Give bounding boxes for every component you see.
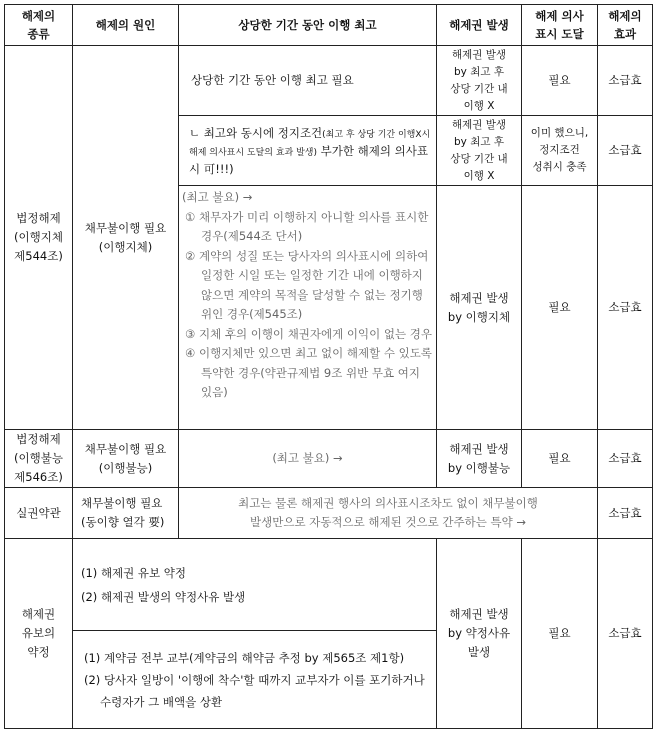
row-reservation-top [5,539,653,631]
notice-conditional-main: ㄴ 최고와 동시에 정지조건 [189,125,323,140]
exception-item: ① 채무자가 미리 이행하지 아니할 의사를 표시한 경우(제544조 단서) [185,209,429,243]
reservation-item: (1) 해제권 유보 약정 [81,565,187,580]
effect-retroactive-6: 소급효 [598,539,653,729]
arise-by-agreement: 해제권 발생 by 약정사유 발생 [437,539,522,729]
header-notice: 상당한 기간 동안 이행 최고 [179,5,437,46]
exception-item: ② 계약의 성질 또는 당사자의 의사표시에 의하여 일정한 시일 또는 일정한 기간 내에 이행하지 않으면 계약의 목적을 달성할 수 없는 정기행위인 경우(제545조) [185,248,429,321]
header-row [5,5,653,46]
cause-delay: 채무불이행 필요 (이행지체) [73,46,179,430]
declare-required-3: 필요 [522,186,598,430]
effect-retroactive-5: 소급효 [598,488,653,539]
forfeiture-description: 최고는 물론 해제권 행사의 의사표시조차도 없이 채무불이행 발생만으로 자동적으로 해제된 것으로 간주하는 특약 → [179,488,598,539]
exception-item: ④ 이행지체만 있으면 최고 없이 해제할 수 있도록 특약한 경우(약관규제법 9조 위반 무효 여지 있음) [185,346,432,399]
notice-not-required-list [179,186,437,430]
effect-retroactive: 소급효 [598,46,653,116]
rescission-table [4,4,653,729]
exception-item: ③ 지체 후의 이행이 채권자에게 이익이 없는 경우 [185,326,432,341]
effect-retroactive-4: 소급효 [598,430,653,488]
notice-not-required-head: (최고 불요) → [182,190,253,204]
arise-after-notice-2: 해제권 발생 by 최고 후 상당 기간 내 이행 X [437,116,522,186]
type-impossibility: 법정해제 (이행불능 제546조) [5,430,73,488]
type-reservation: 해제권 유보의 약정 [5,539,73,729]
row-delay-notice [5,46,653,116]
header-declare: 해제 의사 표시 도달 [522,5,598,46]
header-effect: 해제의 효과 [598,5,653,46]
arise-after-notice: 해제권 발생 by 최고 후 상당 기간 내 이행 X [437,46,522,116]
declare-already-done: 이미 했으니, 정지조건 성취시 충족 [522,116,598,186]
reservation-item: (2) 해제권 발생의 약정사유 발생 [81,589,246,604]
notice-conditional [179,116,437,186]
effect-retroactive-2: 소급효 [598,116,653,186]
notice-required: 상당한 기간 동안 이행 최고 필요 [179,46,437,116]
declare-required-4: 필요 [522,430,598,488]
header-cause: 해제의 원인 [73,5,179,46]
notice-conditional-small: (최고 후 상당 기간 이행X시 해제 의사표시 도달의 효과 발생) [189,129,431,158]
arise-by-impossibility: 해제권 발생 by 이행불능 [437,430,522,488]
cause-forfeiture: 채무불이행 필요 (동이향 열각 要) [73,488,179,539]
effect-retroactive-3: 소급효 [598,186,653,430]
header-arise: 해제권 발생 [437,5,522,46]
declare-required-5: 필요 [522,539,598,729]
row-forfeiture-clause [5,488,653,539]
notice-conditional-tail: 부가한 해제의 의사표시 可!!!) [189,143,428,176]
deposit-item: (1) 계약금 전부 교부(계약금의 해약금 추정 by 제565조 제1항) [84,650,405,665]
row-impossibility [5,430,653,488]
reservation-conditions [73,539,437,631]
deposit-item: (2) 당사자 일방이 '이행에 착수'할 때까지 교부자가 이를 포기하거나 수령자가 그 배액을 상환 [84,672,425,709]
header-type: 해제의 종류 [5,5,73,46]
arise-by-delay: 해제권 발생 by 이행지체 [437,186,522,430]
deposit-conditions [73,631,437,729]
notice-not-required: (최고 불요) → [179,430,437,488]
cause-impossibility: 채무불이행 필요 (이행불능) [73,430,179,488]
declare-required: 필요 [522,46,598,116]
type-forfeiture: 실권약관 [5,488,73,539]
type-delay: 법정해제 (이행지체 제544조) [5,46,73,430]
